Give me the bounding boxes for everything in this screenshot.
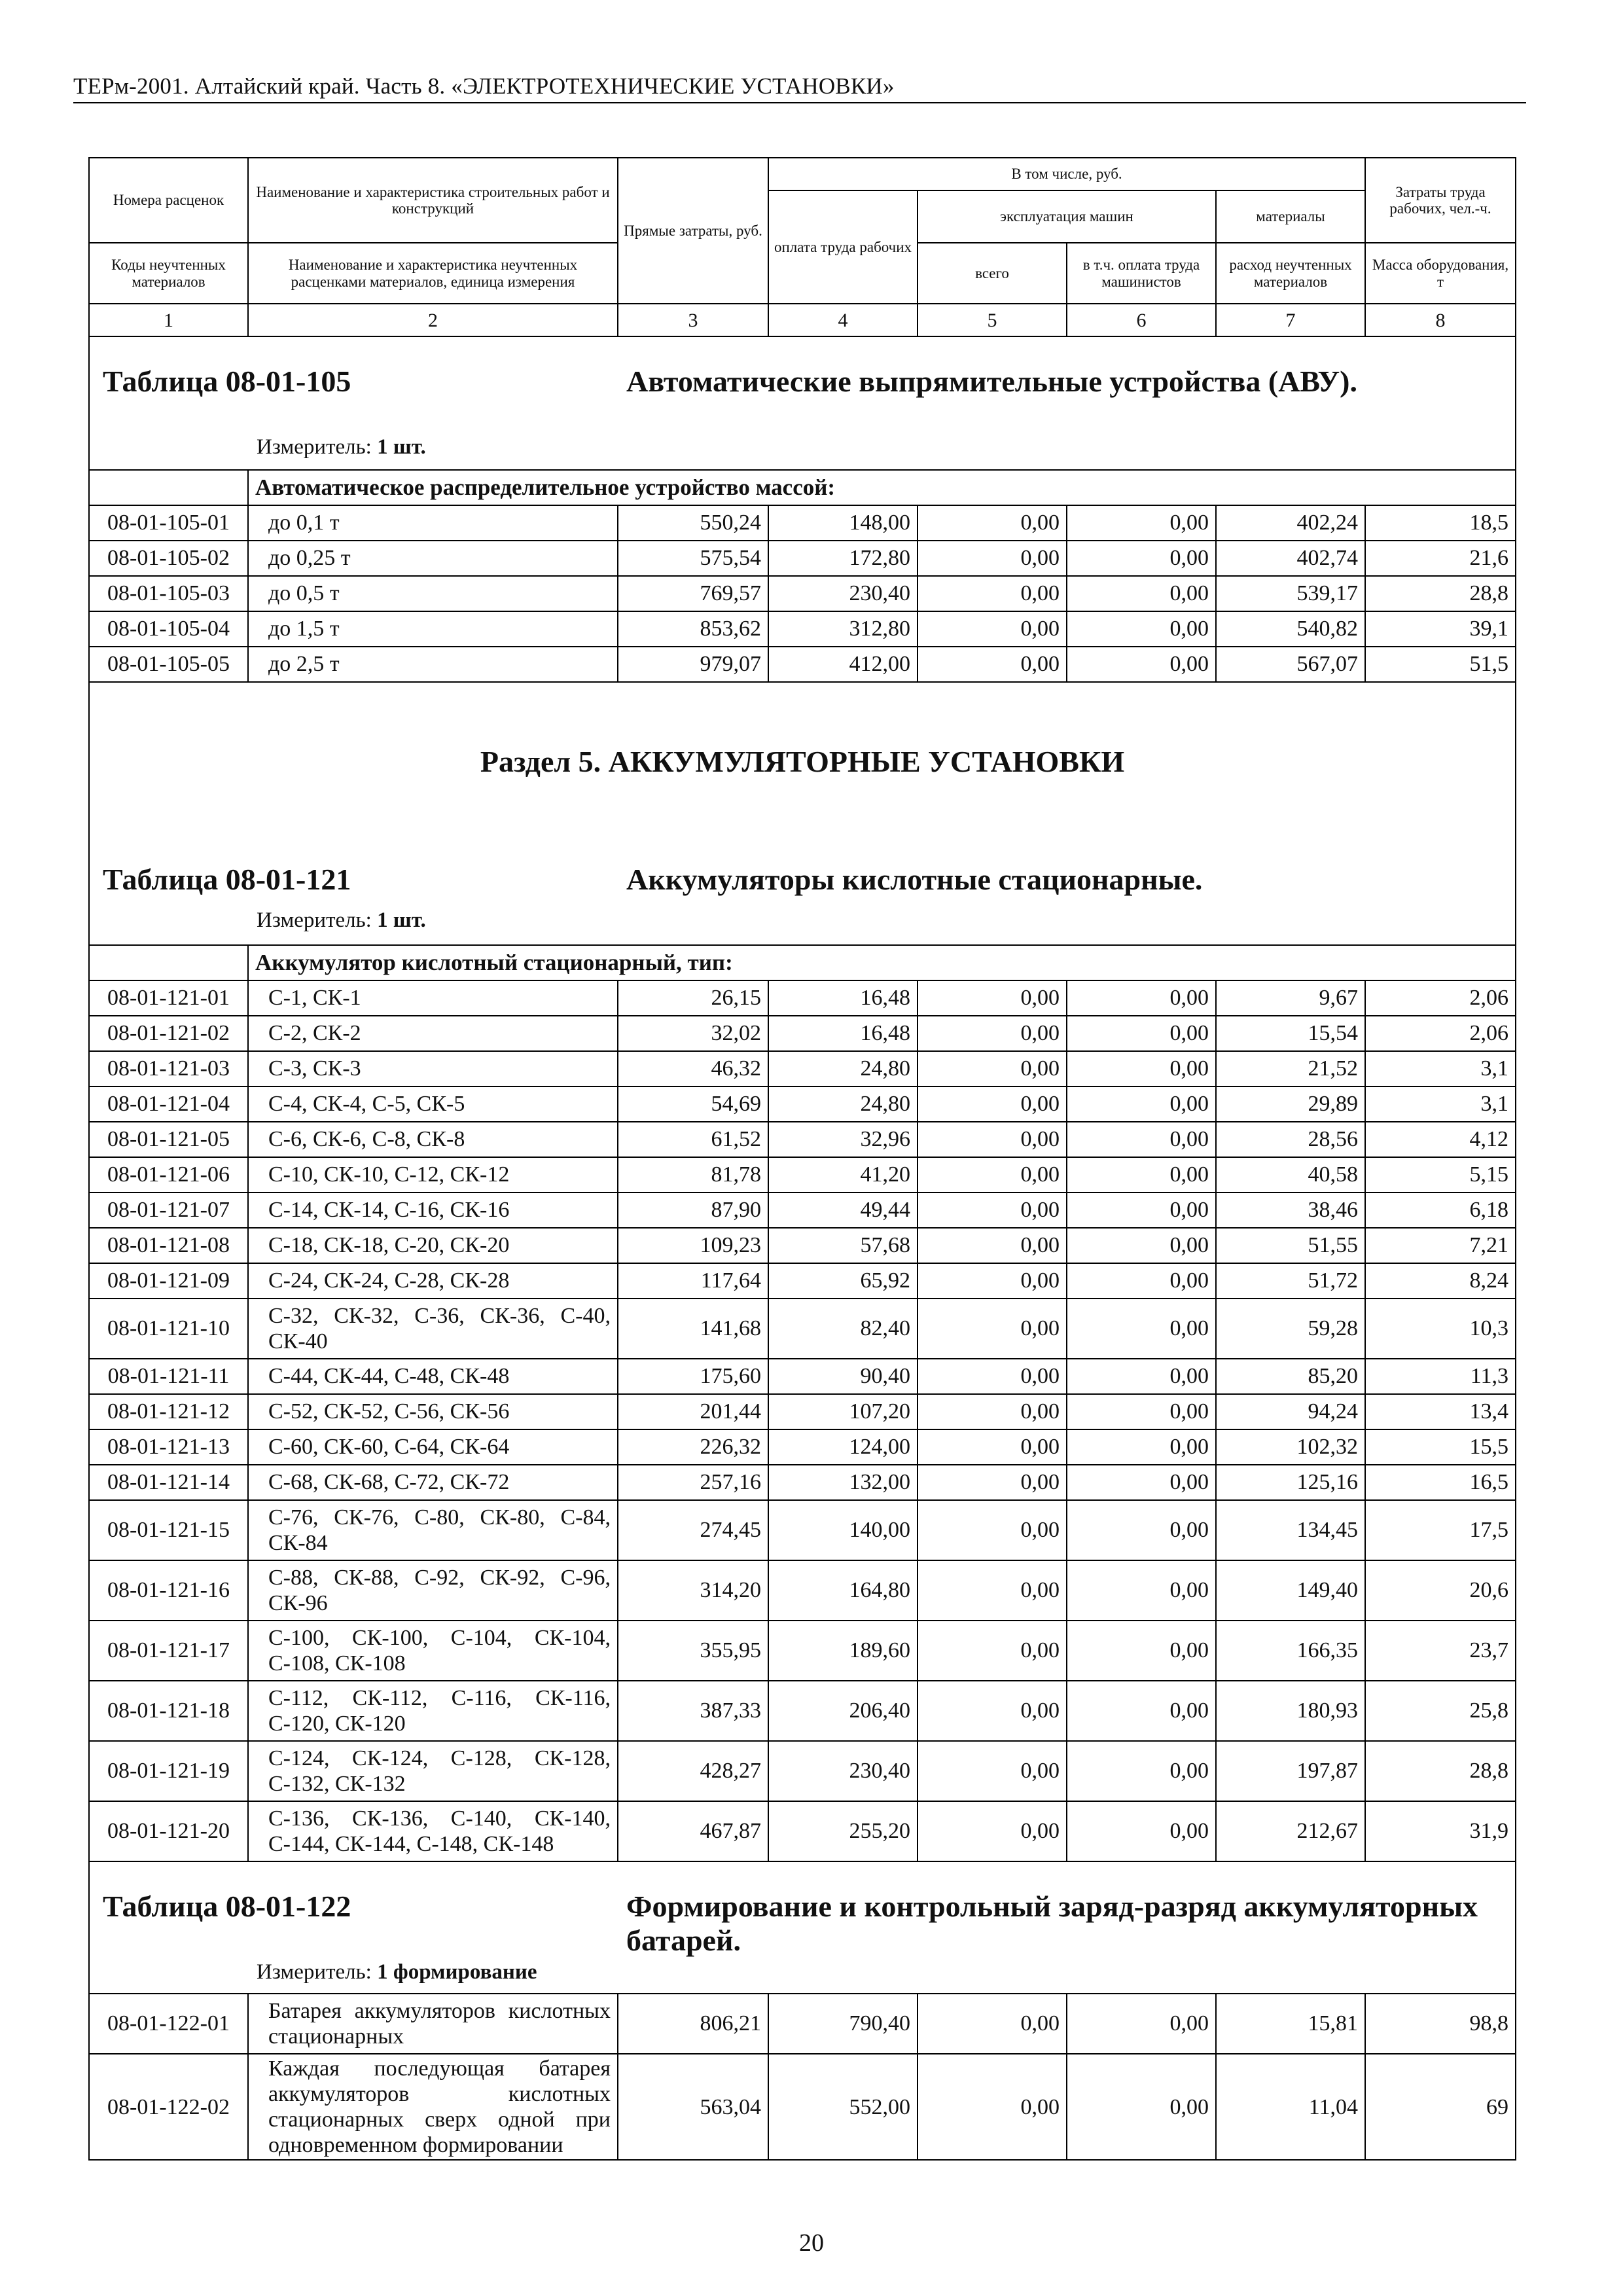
table-row: [89, 1263, 1516, 1299]
col-number: 4: [768, 304, 918, 336]
work-name: до 0,25 т: [248, 541, 618, 576]
table-row: [89, 1051, 1516, 1086]
machines-total: 0,00: [918, 1741, 1067, 1801]
work-name: С-112, СК-112, С-116, СК-116, С-120, СК-120: [248, 1681, 618, 1741]
labor-pay: 230,40: [768, 576, 918, 611]
table-row: [89, 1801, 1516, 1861]
work-name: С-32, СК-32, С-36, СК-36, С-40, СК-40: [248, 1299, 618, 1359]
section-title: Раздел 5. АККУМУЛЯТОРНЫЕ УСТАНОВКИ: [480, 745, 1125, 778]
col-direct-header: Прямые затраты, руб.: [618, 158, 768, 304]
direct-cost: 355,95: [618, 1621, 768, 1681]
materials-cost: 29,89: [1216, 1086, 1365, 1122]
direct-cost: 575,54: [618, 541, 768, 576]
materials-cost: 11,04: [1216, 2054, 1365, 2160]
labor-pay: 164,80: [768, 1560, 918, 1621]
labor-pay: 90,40: [768, 1359, 918, 1394]
rate-code: 08-01-121-09: [89, 1263, 248, 1299]
labor-pay: 312,80: [768, 611, 918, 647]
table-105-rows: [89, 505, 1516, 682]
rate-code: 08-01-121-12: [89, 1394, 248, 1429]
rate-code: 08-01-121-05: [89, 1122, 248, 1157]
labor-pay: 41,20: [768, 1157, 918, 1193]
col-mtotal-header: всего: [918, 243, 1067, 304]
machinist-pay: 0,00: [1067, 2054, 1216, 2160]
rate-code: 08-01-121-14: [89, 1465, 248, 1500]
labor-pay: 16,48: [768, 1016, 918, 1051]
rate-code: 08-01-121-10: [89, 1299, 248, 1359]
materials-cost: 102,32: [1216, 1429, 1365, 1465]
machinist-pay: 0,00: [1067, 1994, 1216, 2054]
table-number: Таблица 08-01-122: [103, 1890, 351, 1923]
machinist-pay: 0,00: [1067, 505, 1216, 541]
direct-cost: 467,87: [618, 1801, 768, 1861]
direct-cost: 141,68: [618, 1299, 768, 1359]
work-name: С-124, СК-124, С-128, СК-128, С-132, СК-132: [248, 1741, 618, 1801]
labor-pay: 140,00: [768, 1500, 918, 1560]
machines-total: 0,00: [918, 576, 1067, 611]
machines-total: 0,00: [918, 1429, 1067, 1465]
direct-cost: 226,32: [618, 1429, 768, 1465]
machines-total: 0,00: [918, 1016, 1067, 1051]
table-121-rows: [89, 980, 1516, 1861]
col-incl-header: В том числе, руб.: [768, 158, 1365, 190]
direct-cost: 87,90: [618, 1193, 768, 1228]
table-number: Таблица 08-01-105: [103, 365, 351, 398]
measure-unit: Измеритель: 1 шт.: [257, 908, 426, 932]
col-materials-header: материалы: [1216, 190, 1365, 243]
labor-hours: 28,8: [1365, 576, 1516, 611]
labor-hours: 17,5: [1365, 1500, 1516, 1560]
direct-cost: 46,32: [618, 1051, 768, 1086]
machinist-pay: 0,00: [1067, 1016, 1216, 1051]
table-row: [89, 576, 1516, 611]
rate-code: 08-01-121-17: [89, 1621, 248, 1681]
machinist-pay: 0,00: [1067, 1394, 1216, 1429]
labor-pay: 57,68: [768, 1228, 918, 1263]
machines-total: 0,00: [918, 1263, 1067, 1299]
labor-hours: 25,8: [1365, 1681, 1516, 1741]
rate-code: 08-01-121-11: [89, 1359, 248, 1394]
work-name: С-68, СК-68, С-72, СК-72: [248, 1465, 618, 1500]
machinist-pay: 0,00: [1067, 1359, 1216, 1394]
col-number: 1: [89, 304, 248, 336]
work-name: до 2,5 т: [248, 647, 618, 682]
materials-cost: 197,87: [1216, 1741, 1365, 1801]
machinist-pay: 0,00: [1067, 576, 1216, 611]
work-name: С-52, СК-52, С-56, СК-56: [248, 1394, 618, 1429]
direct-cost: 117,64: [618, 1263, 768, 1299]
labor-hours: 10,3: [1365, 1299, 1516, 1359]
labor-hours: 3,1: [1365, 1051, 1516, 1086]
col-number: 6: [1067, 304, 1216, 336]
rate-code: 08-01-121-02: [89, 1016, 248, 1051]
materials-cost: 180,93: [1216, 1681, 1365, 1741]
machines-total: 0,00: [918, 1994, 1067, 2054]
machinist-pay: 0,00: [1067, 1157, 1216, 1193]
work-name: С-44, СК-44, С-48, СК-48: [248, 1359, 618, 1394]
table-title: Автоматические выпрямительные устройства (АВУ).: [626, 365, 1357, 398]
labor-hours: 23,7: [1365, 1621, 1516, 1681]
labor-pay: 412,00: [768, 647, 918, 682]
rate-code: 08-01-105-05: [89, 647, 248, 682]
rate-code: 08-01-121-07: [89, 1193, 248, 1228]
col-number: 8: [1365, 304, 1516, 336]
labor-pay: 65,92: [768, 1263, 918, 1299]
col-number: 3: [618, 304, 768, 336]
section-block: [89, 682, 1516, 945]
labor-hours: 69: [1365, 2054, 1516, 2160]
labor-pay: 124,00: [768, 1429, 918, 1465]
table-row: [89, 505, 1516, 541]
machinist-pay: 0,00: [1067, 1560, 1216, 1621]
rate-code: 08-01-121-08: [89, 1228, 248, 1263]
labor-pay: 107,20: [768, 1394, 918, 1429]
table-row: [89, 1394, 1516, 1429]
col-codes2-header: Коды неучтенных материалов: [89, 243, 248, 304]
machinist-pay: 0,00: [1067, 1621, 1216, 1681]
machinist-pay: 0,00: [1067, 1465, 1216, 1500]
rate-code: 08-01-121-15: [89, 1500, 248, 1560]
table-subtitle: Автоматическое распределительное устройство массой:: [248, 470, 1516, 505]
table-row: [89, 1429, 1516, 1465]
materials-cost: 567,07: [1216, 647, 1365, 682]
work-name: С-4, СК-4, С-5, СК-5: [248, 1086, 618, 1122]
labor-hours: 51,5: [1365, 647, 1516, 682]
labor-hours: 2,06: [1365, 1016, 1516, 1051]
machines-total: 0,00: [918, 980, 1067, 1016]
rate-code: 08-01-121-18: [89, 1681, 248, 1741]
machines-total: 0,00: [918, 1122, 1067, 1157]
table-title: Аккумуляторы кислотные стационарные.: [626, 863, 1203, 896]
rate-code: 08-01-121-06: [89, 1157, 248, 1193]
labor-hours: 8,24: [1365, 1263, 1516, 1299]
table-105-title-block: [89, 336, 1516, 470]
table-row: [89, 1994, 1516, 2054]
materials-cost: 51,55: [1216, 1228, 1365, 1263]
rate-code: 08-01-105-03: [89, 576, 248, 611]
col-mincl-header: в т.ч. оплата труда машинистов: [1067, 243, 1216, 304]
direct-cost: 979,07: [618, 647, 768, 682]
labor-pay: 230,40: [768, 1741, 918, 1801]
direct-cost: 257,16: [618, 1465, 768, 1500]
labor-pay: 189,60: [768, 1621, 918, 1681]
table-row: [89, 1621, 1516, 1681]
labor-pay: 24,80: [768, 1051, 918, 1086]
direct-cost: 26,15: [618, 980, 768, 1016]
work-name: С-88, СК-88, С-92, СК-92, С-96, СК-96: [248, 1560, 618, 1621]
labor-pay: 32,96: [768, 1122, 918, 1157]
materials-cost: 15,54: [1216, 1016, 1365, 1051]
materials-cost: 51,72: [1216, 1263, 1365, 1299]
work-name: С-100, СК-100, С-104, СК-104, С-108, СК-108: [248, 1621, 618, 1681]
machines-total: 0,00: [918, 1051, 1067, 1086]
page-number: 20: [799, 2229, 824, 2257]
machinist-pay: 0,00: [1067, 1228, 1216, 1263]
machinist-pay: 0,00: [1067, 1681, 1216, 1741]
measure-unit: Измеритель: 1 шт.: [257, 435, 426, 459]
labor-pay: 49,44: [768, 1193, 918, 1228]
table-row: [89, 1500, 1516, 1560]
table-row: [89, 1560, 1516, 1621]
materials-cost: 38,46: [1216, 1193, 1365, 1228]
materials-cost: 149,40: [1216, 1560, 1365, 1621]
col-machines-header: эксплуатация машин: [918, 190, 1216, 243]
table-row: [89, 2054, 1516, 2160]
machines-total: 0,00: [918, 1193, 1067, 1228]
labor-pay: 552,00: [768, 2054, 918, 2160]
rate-code: 08-01-122-01: [89, 1994, 248, 2054]
machines-total: 0,00: [918, 1681, 1067, 1741]
labor-pay: 790,40: [768, 1994, 918, 2054]
machines-total: 0,00: [918, 1500, 1067, 1560]
col-name2-header: Наименование и характеристика неучтенных расценками материалов, единица измерения: [248, 243, 618, 304]
col-laborpay-header: оплата труда рабочих: [768, 190, 918, 304]
direct-cost: 853,62: [618, 611, 768, 647]
col-name-header: Наименование и характеристика строительных работ и конструкций: [248, 158, 618, 243]
machinist-pay: 0,00: [1067, 541, 1216, 576]
materials-cost: 402,24: [1216, 505, 1365, 541]
materials-cost: 59,28: [1216, 1299, 1365, 1359]
materials-cost: 402,74: [1216, 541, 1365, 576]
machinist-pay: 0,00: [1067, 1801, 1216, 1861]
direct-cost: 54,69: [618, 1086, 768, 1122]
materials-cost: 40,58: [1216, 1157, 1365, 1193]
labor-hours: 39,1: [1365, 611, 1516, 647]
labor-hours: 15,5: [1365, 1429, 1516, 1465]
table-row: [89, 1465, 1516, 1500]
work-name: С-6, СК-6, С-8, СК-8: [248, 1122, 618, 1157]
labor-pay: 255,20: [768, 1801, 918, 1861]
col-number: 2: [248, 304, 618, 336]
machines-total: 0,00: [918, 647, 1067, 682]
table-row: [89, 1741, 1516, 1801]
direct-cost: 109,23: [618, 1228, 768, 1263]
direct-cost: 314,20: [618, 1560, 768, 1621]
materials-cost: 21,52: [1216, 1051, 1365, 1086]
rate-code: 08-01-122-02: [89, 2054, 248, 2160]
labor-hours: 16,5: [1365, 1465, 1516, 1500]
direct-cost: 550,24: [618, 505, 768, 541]
work-name: С-14, СК-14, С-16, СК-16: [248, 1193, 618, 1228]
direct-cost: 387,33: [618, 1681, 768, 1741]
work-name: С-24, СК-24, С-28, СК-28: [248, 1263, 618, 1299]
materials-cost: 166,35: [1216, 1621, 1365, 1681]
work-name: С-76, СК-76, С-80, СК-80, С-84, СК-84: [248, 1500, 618, 1560]
labor-hours: 6,18: [1365, 1193, 1516, 1228]
work-name: С-136, СК-136, С-140, СК-140, С-144, СК-144, С-148, СК-148: [248, 1801, 618, 1861]
work-name: С-10, СК-10, С-12, СК-12: [248, 1157, 618, 1193]
work-name: С-60, СК-60, С-64, СК-64: [248, 1429, 618, 1465]
machines-total: 0,00: [918, 1359, 1067, 1394]
direct-cost: 201,44: [618, 1394, 768, 1429]
direct-cost: 61,52: [618, 1122, 768, 1157]
machines-total: 0,00: [918, 1394, 1067, 1429]
table-row: [89, 611, 1516, 647]
labor-pay: 82,40: [768, 1299, 918, 1359]
col-number: 7: [1216, 304, 1365, 336]
table-row: [89, 1681, 1516, 1741]
table-row: [89, 980, 1516, 1016]
work-name: Батарея аккумуляторов кислотных стационарных: [248, 1994, 618, 2054]
rate-code: 08-01-121-03: [89, 1051, 248, 1086]
table-row: [89, 1359, 1516, 1394]
machines-total: 0,00: [918, 1801, 1067, 1861]
table-122-rows: [89, 1994, 1516, 2160]
table-row: [89, 1193, 1516, 1228]
labor-hours: 7,21: [1365, 1228, 1516, 1263]
rate-code: 08-01-121-04: [89, 1086, 248, 1122]
labor-pay: 206,40: [768, 1681, 918, 1741]
labor-hours: 11,3: [1365, 1359, 1516, 1394]
measure-unit: Измеритель: 1 формирование: [257, 1960, 537, 1984]
labor-pay: 172,80: [768, 541, 918, 576]
materials-cost: 212,67: [1216, 1801, 1365, 1861]
work-name: С-1, СК-1: [248, 980, 618, 1016]
rate-code: 08-01-121-13: [89, 1429, 248, 1465]
materials-cost: 125,16: [1216, 1465, 1365, 1500]
table-row: [89, 1157, 1516, 1193]
rate-code: 08-01-105-02: [89, 541, 248, 576]
work-name: Каждая последующая батарея аккумуляторов кислотных стационарных сверх одной при одновременном формировании: [248, 2054, 618, 2160]
machinist-pay: 0,00: [1067, 1051, 1216, 1086]
rate-code: 08-01-121-16: [89, 1560, 248, 1621]
direct-cost: 428,27: [618, 1741, 768, 1801]
machines-total: 0,00: [918, 611, 1067, 647]
col-matuse-header: расход неучтенных материалов: [1216, 243, 1365, 304]
materials-cost: 28,56: [1216, 1122, 1365, 1157]
materials-cost: 94,24: [1216, 1394, 1365, 1429]
table-row: [89, 647, 1516, 682]
table-subtitle: Аккумулятор кислотный стационарный, тип:: [248, 945, 1516, 980]
machinist-pay: 0,00: [1067, 611, 1216, 647]
direct-cost: 769,57: [618, 576, 768, 611]
col-mass-header: Масса оборудования, т: [1365, 243, 1516, 304]
machinist-pay: 0,00: [1067, 1086, 1216, 1122]
table-row: [89, 541, 1516, 576]
work-name: до 0,1 т: [248, 505, 618, 541]
machinist-pay: 0,00: [1067, 1741, 1216, 1801]
direct-cost: 175,60: [618, 1359, 768, 1394]
labor-pay: 16,48: [768, 980, 918, 1016]
machines-total: 0,00: [918, 541, 1067, 576]
col-number: 5: [918, 304, 1067, 336]
materials-cost: 9,67: [1216, 980, 1365, 1016]
labor-pay: 132,00: [768, 1465, 918, 1500]
materials-cost: 134,45: [1216, 1500, 1365, 1560]
table-row: [89, 1016, 1516, 1051]
col-codes-header: Номера расценок: [89, 158, 248, 243]
labor-hours: 20,6: [1365, 1560, 1516, 1621]
machinist-pay: 0,00: [1067, 980, 1216, 1016]
machinist-pay: 0,00: [1067, 1429, 1216, 1465]
table-row: [89, 1122, 1516, 1157]
machinist-pay: 0,00: [1067, 1500, 1216, 1560]
labor-hours: 98,8: [1365, 1994, 1516, 2054]
labor-hours: 31,9: [1365, 1801, 1516, 1861]
direct-cost: 81,78: [618, 1157, 768, 1193]
machines-total: 0,00: [918, 1299, 1067, 1359]
direct-cost: 806,21: [618, 1994, 768, 2054]
rate-code: 08-01-121-01: [89, 980, 248, 1016]
rate-code: 08-01-121-19: [89, 1741, 248, 1801]
direct-cost: 274,45: [618, 1500, 768, 1560]
machines-total: 0,00: [918, 1228, 1067, 1263]
labor-hours: 13,4: [1365, 1394, 1516, 1429]
machinist-pay: 0,00: [1067, 647, 1216, 682]
labor-hours: 21,6: [1365, 541, 1516, 576]
rate-code: 08-01-105-01: [89, 505, 248, 541]
rates-table: [88, 157, 1516, 2161]
work-name: до 1,5 т: [248, 611, 618, 647]
table-122-title-block: [89, 1861, 1516, 1994]
labor-hours: 2,06: [1365, 980, 1516, 1016]
labor-hours: 3,1: [1365, 1086, 1516, 1122]
machinist-pay: 0,00: [1067, 1263, 1216, 1299]
table-row: [89, 1228, 1516, 1263]
machines-total: 0,00: [918, 1621, 1067, 1681]
materials-cost: 540,82: [1216, 611, 1365, 647]
labor-hours: 28,8: [1365, 1741, 1516, 1801]
materials-cost: 85,20: [1216, 1359, 1365, 1394]
machinist-pay: 0,00: [1067, 1122, 1216, 1157]
work-name: С-3, СК-3: [248, 1051, 618, 1086]
rate-code: 08-01-105-04: [89, 611, 248, 647]
rate-code: 08-01-121-20: [89, 1801, 248, 1861]
machines-total: 0,00: [918, 2054, 1067, 2160]
direct-cost: 32,02: [618, 1016, 768, 1051]
table-number: Таблица 08-01-121: [103, 863, 351, 896]
labor-hours: 4,12: [1365, 1122, 1516, 1157]
materials-cost: 539,17: [1216, 576, 1365, 611]
direct-cost: 563,04: [618, 2054, 768, 2160]
work-name: С-2, СК-2: [248, 1016, 618, 1051]
machinist-pay: 0,00: [1067, 1193, 1216, 1228]
work-name: С-18, СК-18, С-20, СК-20: [248, 1228, 618, 1263]
col-laborcost-header: Затраты труда рабочих, чел.-ч.: [1365, 158, 1516, 243]
machines-total: 0,00: [918, 1086, 1067, 1122]
labor-hours: 18,5: [1365, 505, 1516, 541]
machines-total: 0,00: [918, 1157, 1067, 1193]
labor-hours: 5,15: [1365, 1157, 1516, 1193]
running-header: ТЕРм-2001. Алтайский край. Часть 8. «ЭЛЕКТРОТЕХНИЧЕСКИЕ УСТАНОВКИ»: [73, 73, 1526, 103]
labor-pay: 24,80: [768, 1086, 918, 1122]
machines-total: 0,00: [918, 505, 1067, 541]
machinist-pay: 0,00: [1067, 1299, 1216, 1359]
machines-total: 0,00: [918, 1560, 1067, 1621]
table-title: Формирование и контрольный заряд-разряд аккумуляторных батарей.: [626, 1890, 1478, 1957]
table-row: [89, 1086, 1516, 1122]
table-row: [89, 1299, 1516, 1359]
machines-total: 0,00: [918, 1465, 1067, 1500]
labor-pay: 148,00: [768, 505, 918, 541]
work-name: до 0,5 т: [248, 576, 618, 611]
materials-cost: 15,81: [1216, 1994, 1365, 2054]
